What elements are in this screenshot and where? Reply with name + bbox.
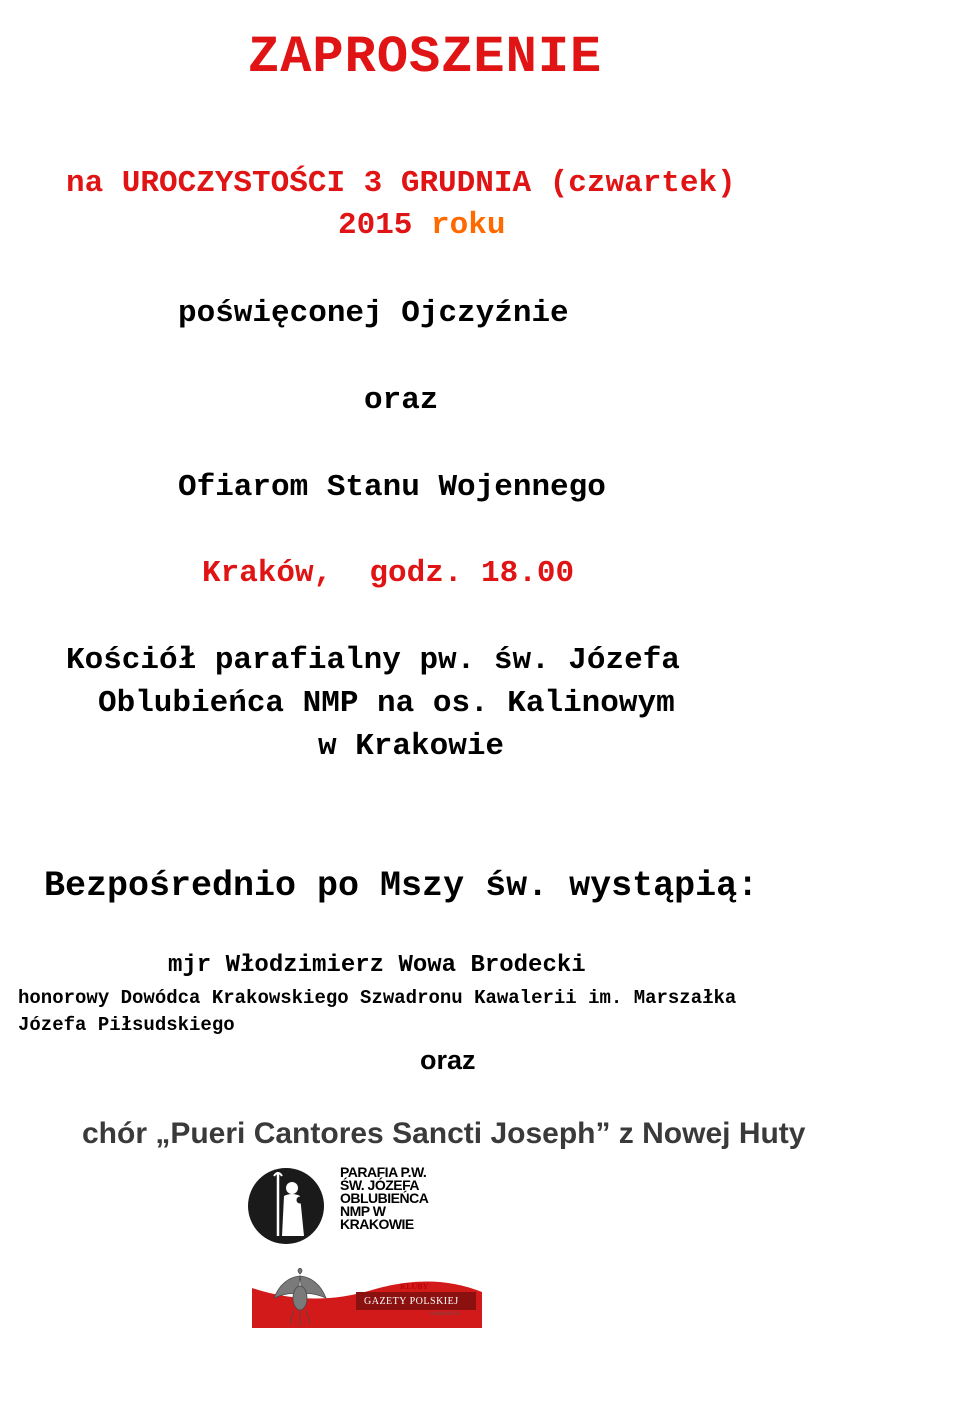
church-line-3: w Krakowie	[318, 729, 505, 764]
event-line-and: oraz	[364, 383, 439, 418]
choir-name: chór „Pueri Cantores Sancti Joseph” z Nowej Huty	[82, 1117, 806, 1150]
club-logo	[252, 1268, 482, 1328]
speaker-description-1: honorowy Dowódca Krakowskiego Szwadronu Kawalerii im. Marszałka	[18, 987, 737, 1009]
event-year: 2015	[338, 208, 432, 243]
event-line-occasion: na UROCZYSTOŚCI 3 GRUDNIA (czwartek)	[66, 166, 736, 201]
event-line-victims: Ofiarom Stanu Wojennego	[178, 470, 606, 505]
program-heading: Bezpośrednio po Mszy św. wystąpią:	[44, 866, 759, 906]
parish-logo	[244, 1166, 484, 1246]
parish-logo-text: PARAFIA P.W. ŚW. JÓZEFA OBLUBIEŃCA NMP W KRAKOWIE	[340, 1164, 429, 1232]
invitation-title: ZAPROSZENIE	[248, 28, 603, 87]
parish-emblem-icon	[244, 1166, 334, 1246]
speaker-name: mjr Włodzimierz Wowa Brodecki	[168, 952, 586, 979]
speaker-description-2: Józefa Piłsudskiego	[18, 1014, 235, 1036]
club-logo-nowa-huta: NOWA HUTA	[430, 1312, 460, 1317]
church-line-2: Oblubieńca NMP na os. Kalinowym	[98, 686, 675, 721]
club-logo-kluby: KLUBY	[400, 1282, 429, 1291]
club-logo-gazeta: GAZETY POLSKIEJ	[364, 1296, 459, 1307]
church-line-1: Kościół parafialny pw. św. Józefa	[66, 643, 680, 678]
event-line-dedication: poświęconej Ojczyźnie	[178, 296, 569, 331]
event-year-word: roku	[431, 208, 506, 243]
event-line-year	[338, 208, 505, 243]
event-place-time: Kraków, godz. 18.00	[202, 556, 575, 591]
program-and: oraz	[420, 1045, 476, 1075]
